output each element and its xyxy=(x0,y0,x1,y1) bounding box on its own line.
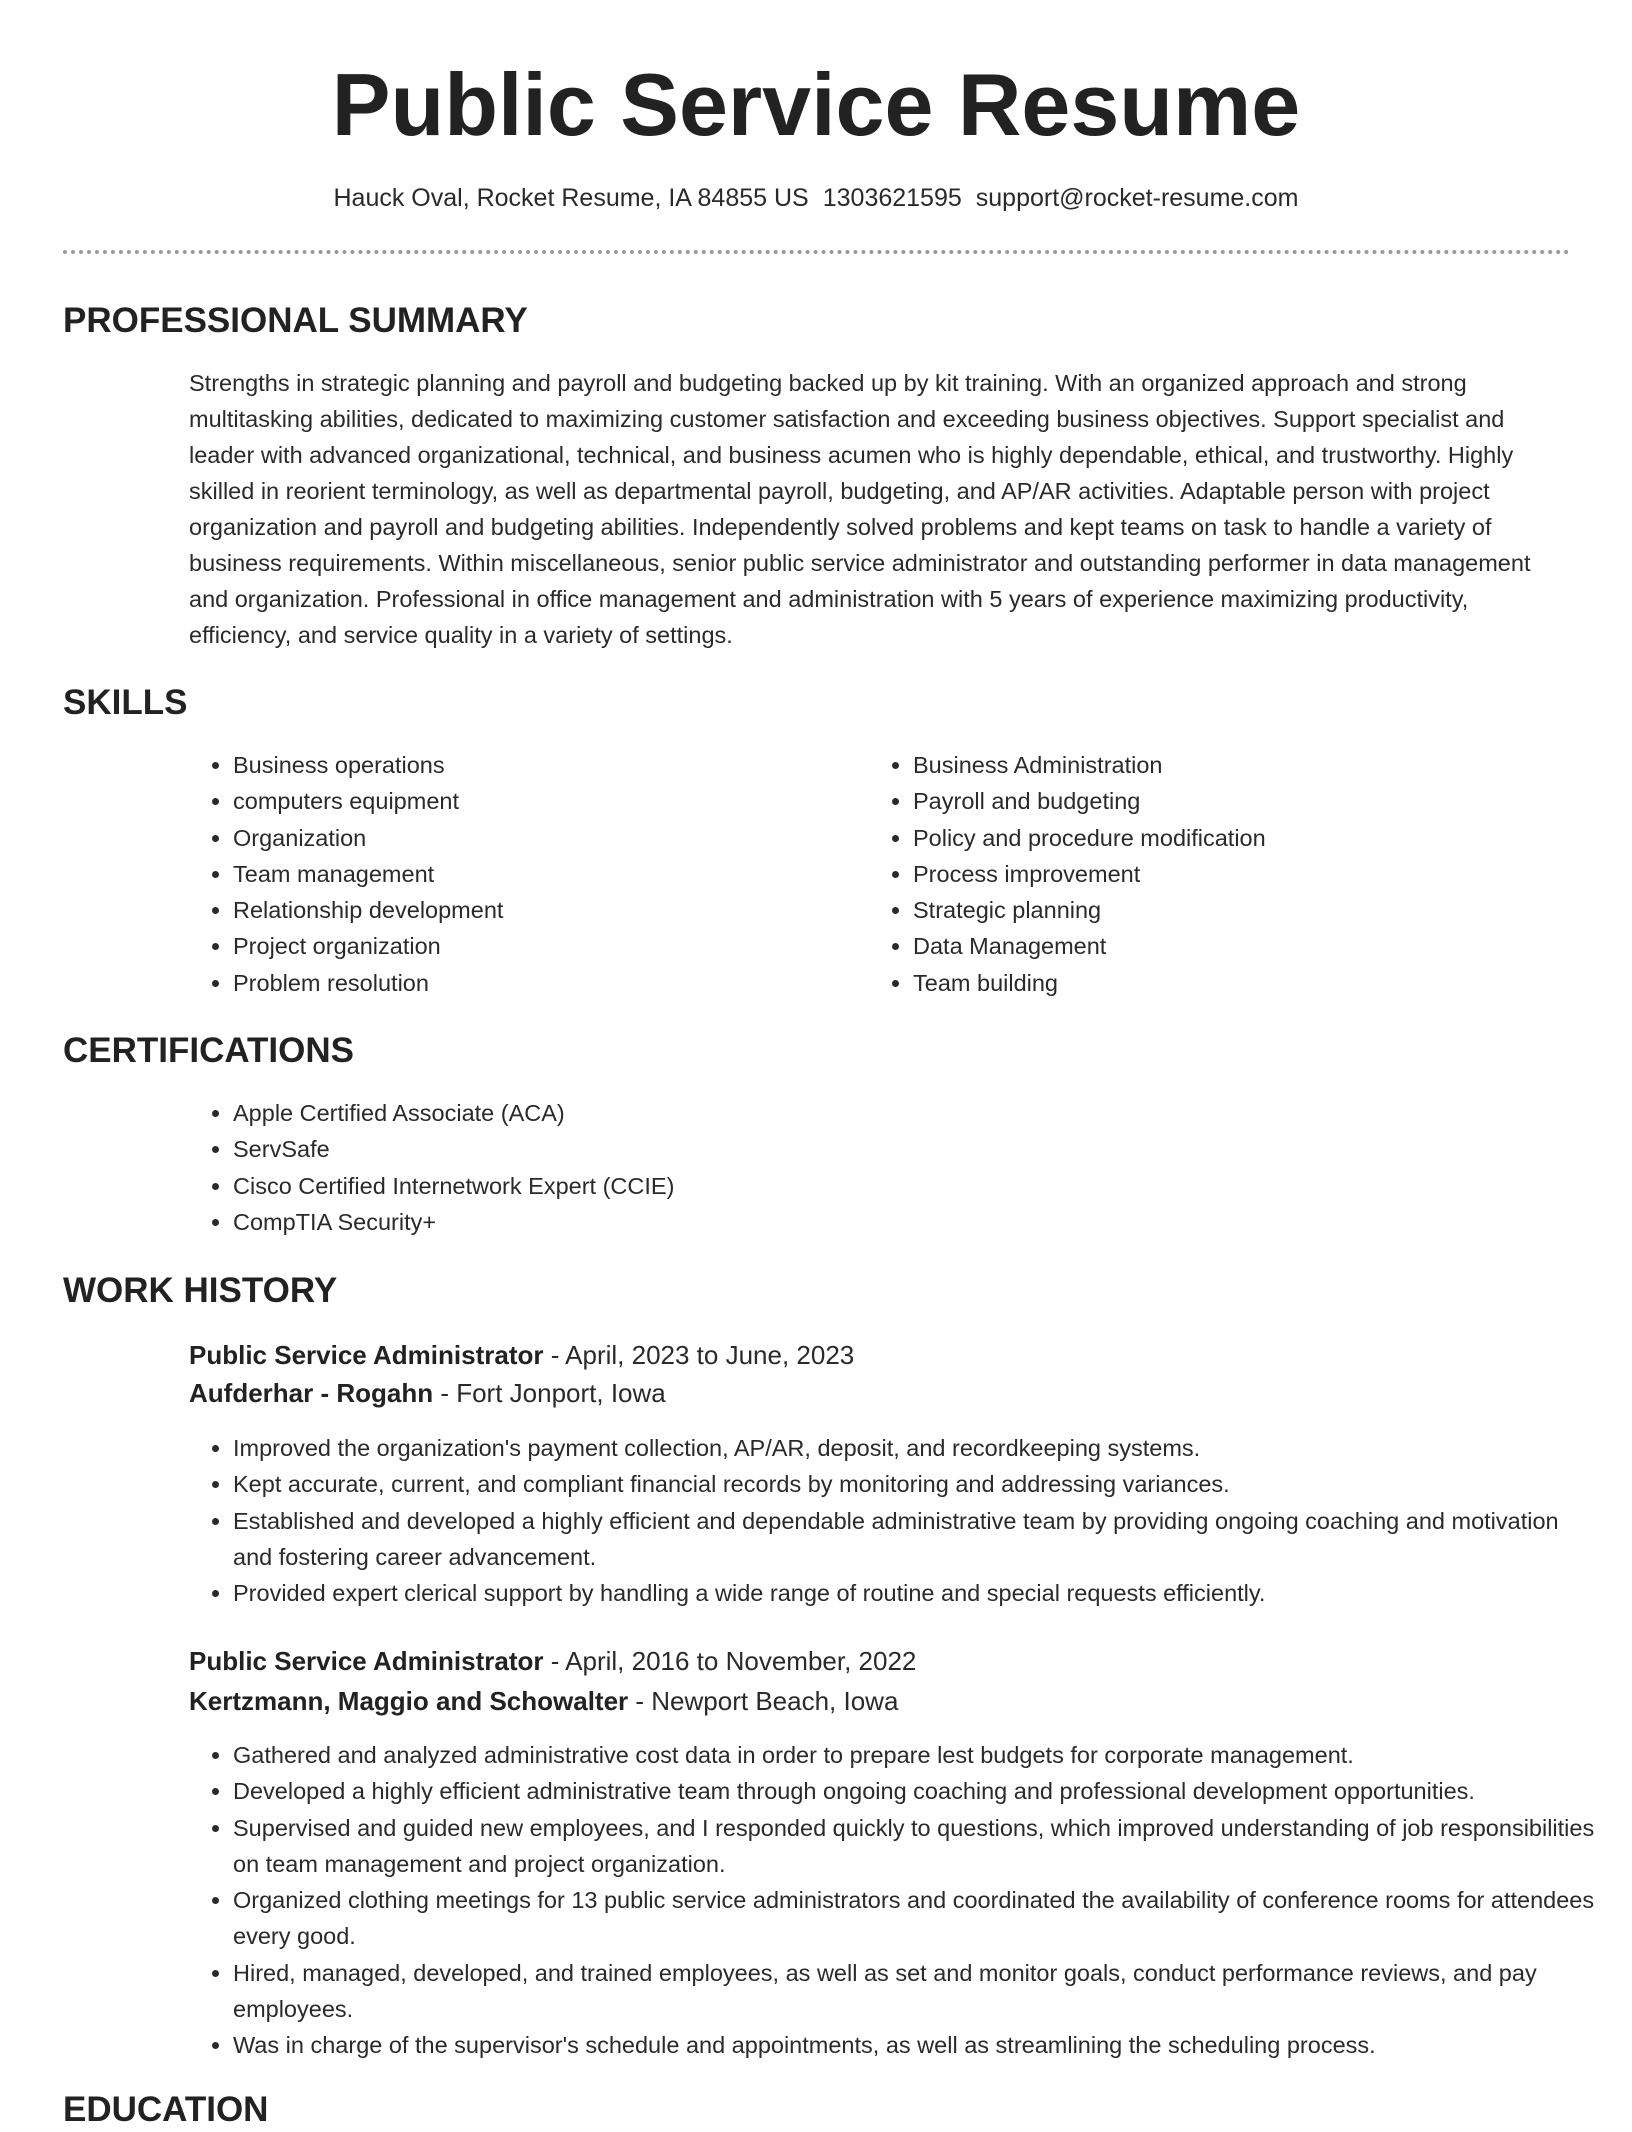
job-title: Public Service Administrator xyxy=(189,1646,544,1676)
list-item: • Organized clothing meetings for 13 public service administrators and coordinated the availability of conference rooms for attendees every good. xyxy=(233,1882,1603,1955)
education-heading: EDUCATION xyxy=(63,2090,269,2129)
list-item: • ServSafe xyxy=(233,1131,1593,1167)
job-title-line xyxy=(189,1336,854,1374)
list-item: • Apple Certified Associate (ACA) xyxy=(233,1095,1593,1131)
job-dates: - April, 2023 to June, 2023 xyxy=(543,1340,855,1370)
job-location: - Fort Jonport, Iowa xyxy=(433,1378,666,1408)
contact-address: Hauck Oval, Rocket Resume, IA 84855 US xyxy=(333,184,809,212)
summary-heading: PROFESSIONAL SUMMARY xyxy=(63,301,528,340)
list-item: • Established and developed a highly efficient and dependable administrative team by providing ongoing coaching and motivation and fostering career advancement. xyxy=(233,1503,1593,1576)
job-company: Kertzmann, Maggio and Schowalter xyxy=(189,1686,629,1716)
skills-heading: SKILLS xyxy=(63,683,188,722)
job-bullets xyxy=(189,1430,1593,1611)
list-item: • Provided expert clerical support by handling a wide range of routine and special requests efficiently. xyxy=(233,1575,1593,1611)
list-item: • Developed a highly efficient administrative team through ongoing coaching and professional development opportunities. xyxy=(233,1773,1603,1809)
list-item: • CompTIA Security+ xyxy=(233,1204,1593,1240)
list-item: • Business Administration xyxy=(913,747,1593,783)
resume-name: Public Service Resume xyxy=(331,55,1301,154)
skills-list-right xyxy=(869,747,1593,1001)
list-item: • Kept accurate, current, and compliant financial records by monitoring and addressing variances. xyxy=(233,1466,1593,1502)
summary-text: Strengths in strategic planning and payroll and budgeting backed up by kit training. With an organized approach and strong multitasking abilities, dedicated to maximizing customer satisfaction and exceeding business objectives. Support specialist and leader with advanced organizational, technical, and business acumen who is highly dependable, ethical, and trustworthy. Highly skilled in reorient terminology, as well as departmental payroll, budgeting, and AP/AR activities. Adaptable person with project organization and payroll and budgeting abilities. Independently solved problems and kept teams on task to handle a variety of business requirements. Within miscellaneous, senior public service administrator and outstanding performer in data management and organization. Professional in office management and administration with 5 years of experience maximizing productivity, efficiency, and service quality in a variety of settings. xyxy=(189,370,1531,648)
list-item: • Organization xyxy=(233,820,813,856)
contact-line xyxy=(0,180,1632,216)
list-item: • Policy and procedure modification xyxy=(913,820,1593,856)
list-item: • computers equipment xyxy=(233,783,813,819)
list-item: • Business operations xyxy=(233,747,813,783)
list-item: • Relationship development xyxy=(233,892,813,928)
list-item: • Gathered and analyzed administrative cost data in order to prepare lest budgets for corporate management. xyxy=(233,1737,1603,1773)
job-company-line xyxy=(189,1682,898,1720)
job-dates: - April, 2016 to November, 2022 xyxy=(543,1646,917,1676)
certifications-heading: CERTIFICATIONS xyxy=(63,1031,355,1070)
list-item: • Strategic planning xyxy=(913,892,1593,928)
list-item: • Problem resolution xyxy=(233,965,813,1001)
contact-email[interactable]: support@rocket-resume.com xyxy=(975,184,1299,212)
job-title: Public Service Administrator xyxy=(189,1340,544,1370)
job-location: - Newport Beach, Iowa xyxy=(628,1686,899,1716)
header-divider xyxy=(63,250,1570,254)
job-company-line xyxy=(189,1374,666,1412)
list-item: • Project organization xyxy=(233,928,813,964)
contact-phone: 1303621595 xyxy=(822,184,962,212)
list-item: • Hired, managed, developed, and trained employees, as well as set and monitor goals, conduct performance reviews, and pay employees. xyxy=(233,1955,1603,2028)
list-item: • Supervised and guided new employees, and I responded quickly to questions, which improved understanding of job responsibilities on team management and project organization. xyxy=(233,1810,1603,1883)
list-item: • Cisco Certified Internetwork Expert (CCIE) xyxy=(233,1168,1593,1204)
work-history-heading: WORK HISTORY xyxy=(63,1271,338,1310)
job-bullets xyxy=(189,1737,1603,2064)
list-item: • Process improvement xyxy=(913,856,1593,892)
certifications-list xyxy=(189,1095,1593,1240)
list-item: • Team management xyxy=(233,856,813,892)
job-title-line xyxy=(189,1642,916,1680)
list-item: • Was in charge of the supervisor's schedule and appointments, as well as streamlining the scheduling process. xyxy=(233,2027,1603,2063)
skills-list-left xyxy=(189,747,813,1001)
list-item: • Team building xyxy=(913,965,1593,1001)
list-item: • Payroll and budgeting xyxy=(913,783,1593,819)
list-item: • Data Management xyxy=(913,928,1593,964)
list-item: • Improved the organization's payment collection, AP/AR, deposit, and recordkeeping systems. xyxy=(233,1430,1593,1466)
job-company: Aufderhar - Rogahn xyxy=(189,1378,434,1408)
